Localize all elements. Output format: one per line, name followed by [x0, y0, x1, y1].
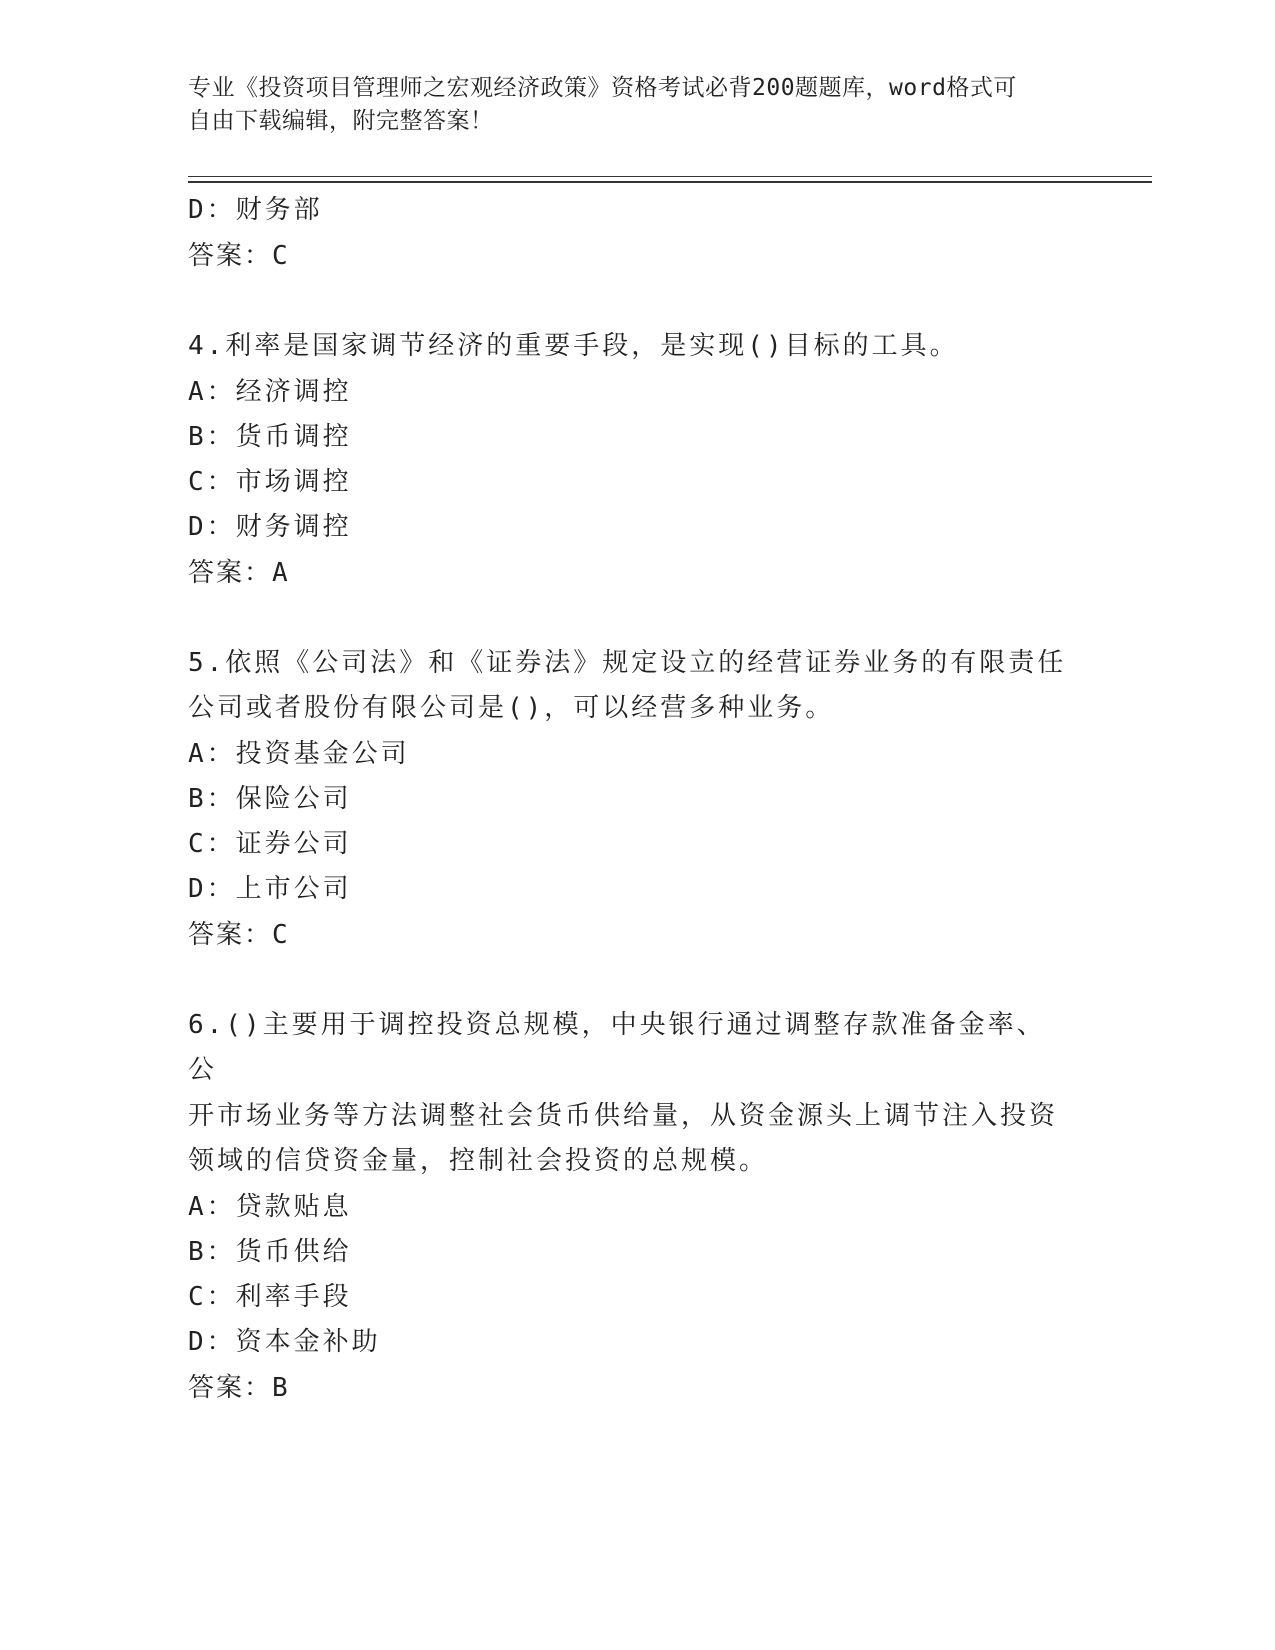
option-a: A：贷款贴息	[188, 1191, 352, 1222]
question-stem	[188, 641, 1068, 732]
answer-label: 答案：	[188, 919, 273, 950]
header-divider-thin	[188, 176, 1152, 177]
option-d: D：资本金补助	[188, 1326, 381, 1357]
question-stem	[188, 324, 1068, 370]
answer-value: A	[272, 557, 289, 588]
option-d: D：上市公司	[188, 873, 352, 904]
spacer	[188, 958, 1068, 1003]
stem-line: 4.利率是国家调节经济的重要手段，是实现()目标的工具。	[188, 331, 959, 361]
option-c: C：证券公司	[188, 828, 352, 859]
spacer	[188, 279, 1068, 324]
stem-line: 公司或者股份有限公司是()，可以经营多种业务。	[188, 693, 835, 723]
header-line-1: 专业《投资项目管理师之宏观经济政策》资格考试必背200题题库，word格式可	[188, 75, 1017, 101]
prev-option-d: D：财务部	[188, 195, 323, 225]
option-a: A：投资基金公司	[188, 738, 410, 769]
option-c: C：利率手段	[188, 1281, 352, 1312]
option-c: C：市场调控	[188, 466, 352, 497]
question-answer	[188, 1365, 1068, 1411]
question-stem	[188, 1003, 1068, 1185]
question-answer	[188, 550, 1068, 596]
option-b: B：货币调控	[188, 421, 352, 452]
answer-value: C	[272, 919, 289, 950]
question-6	[188, 1003, 1068, 1411]
option-b: B：货币供给	[188, 1236, 352, 1267]
option-b: B：保险公司	[188, 783, 352, 814]
answer-value: C	[272, 241, 289, 271]
option-a: A：经济调控	[188, 376, 352, 407]
spacer	[188, 596, 1068, 641]
question-answer	[188, 912, 1068, 958]
page-header	[188, 72, 1068, 138]
answer-label: 答案：	[188, 1372, 273, 1403]
answer-label: 答案：	[188, 557, 273, 588]
stem-line: 5.依照《公司法》和《证券法》规定设立的经营证券业务的有限责任	[188, 647, 1067, 678]
answer-label: 答案：	[188, 241, 273, 271]
option-d: D：财务调控	[188, 511, 352, 542]
question-5	[188, 641, 1068, 958]
stem-line: 开市场业务等方法调整社会货币供给量，从资金源头上调节注入投资	[188, 1100, 1059, 1131]
stem-line: 6.()主要用于调控投资总规模，中央银行通过调整存款准备金率、公	[188, 1009, 1046, 1085]
header-line-2: 自由下载编辑，附完整答案！	[188, 108, 494, 134]
question-4	[188, 324, 1068, 596]
header-divider-thick	[188, 181, 1152, 183]
stem-line: 领域的信贷资金量，控制社会投资的总规模。	[188, 1146, 769, 1176]
question-content	[188, 188, 1068, 1411]
answer-value: B	[272, 1372, 289, 1403]
prev-answer	[188, 233, 1068, 279]
